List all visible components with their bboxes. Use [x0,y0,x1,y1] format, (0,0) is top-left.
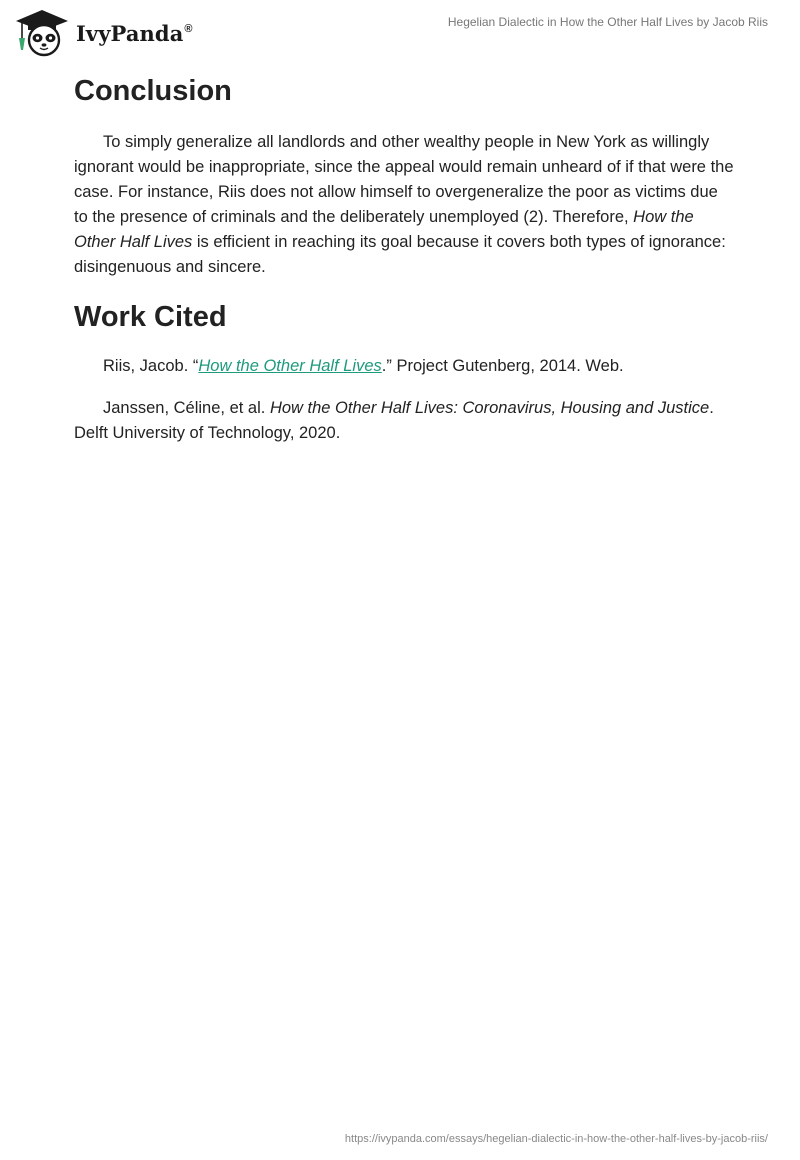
work-cited-heading: Work Cited [74,301,227,333]
page-header [0,0,800,70]
citation-link[interactable]: How the Other Half Lives [198,357,382,375]
brand-name: IvyPanda® [76,20,193,46]
panda-graduate-icon [14,8,70,58]
document-title: Hegelian Dialectic in How the Other Half Lives by Jacob Riis [447,15,768,29]
citation-entry: Riis, Jacob. “How the Other Half Lives.” Project Gutenberg, 2014. Web. [103,357,624,375]
footer-url[interactable]: https://ivypanda.com/essays/hegelian-dialectic-in-how-the-other-half-lives-by-jacob-riis/ [344,1133,768,1145]
citation-entry: Janssen, Céline, et al. How the Other Half Lives: Coronavirus, Housing and Justice. Delft University of Technology, 2020. [74,399,714,442]
ivypanda-logo[interactable] [14,8,193,58]
essay-content [74,72,734,446]
conclusion-paragraph: To simply generalize all landlords and other wealthy people in New York as willingly ignorant would be inappropriate, since the appeal would remain unheard of if that were the case. For instance, Riis does not allow himself to overgeneralize the poor as victims due to the presence of criminals and the deliberately unemployed (2). Therefore, How the Other Half Lives is efficient in reaching its goal because it covers both types of ignorance: disingenuous and sincere. [74,133,734,276]
conclusion-heading: Conclusion [74,75,232,107]
book-title-italic: How the Other Half Lives [74,208,694,251]
